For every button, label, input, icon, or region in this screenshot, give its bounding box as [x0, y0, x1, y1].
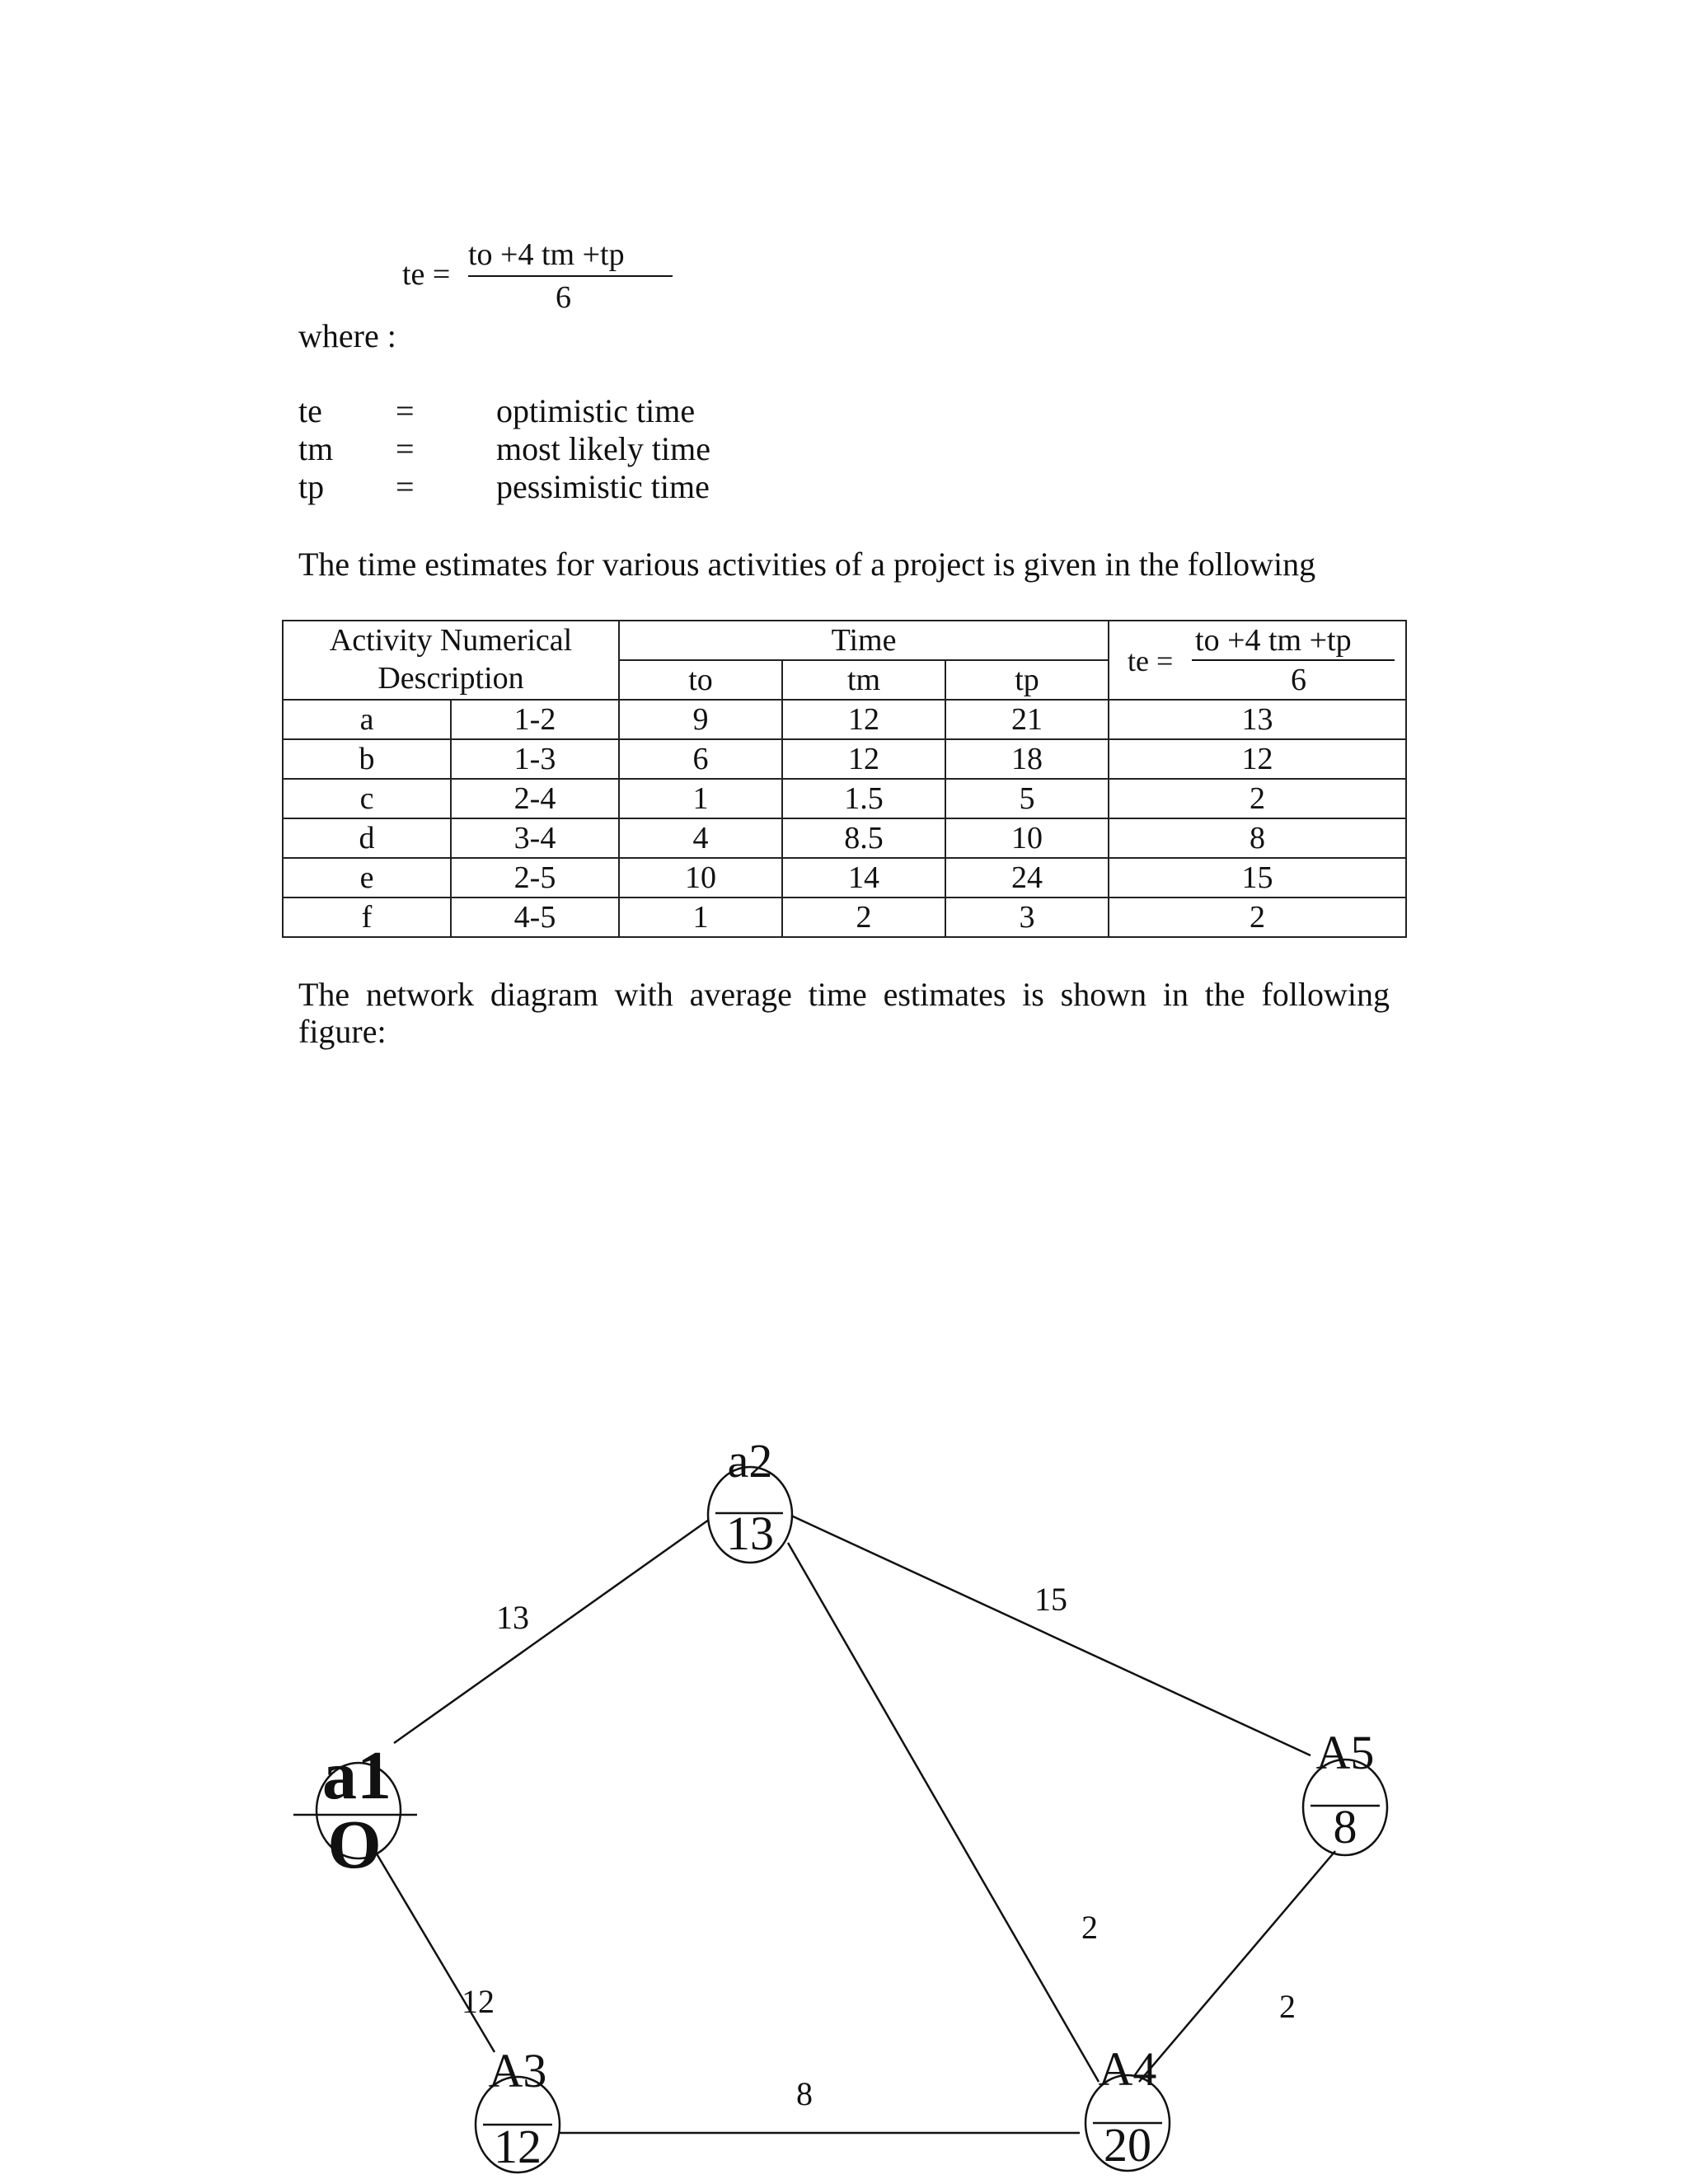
cell-te: 2 [1109, 898, 1406, 937]
network-diagram [0, 1401, 1688, 2184]
header-te-numerator: to +4 tm +tp [1195, 623, 1352, 658]
table-row [283, 898, 1406, 937]
table-row [283, 739, 1406, 779]
cell-tp: 21 [945, 700, 1109, 739]
header-time: Time [619, 621, 1109, 660]
cell-te: 12 [1109, 739, 1406, 779]
edge-label-5-4: 2 [1279, 1988, 1296, 2025]
network-sentence-line2: figure: [298, 1013, 387, 1050]
cell-tm: 8.5 [782, 818, 945, 858]
cell-tm: 2 [782, 898, 945, 937]
node-5-label-bottom: 8 [1333, 1800, 1357, 1854]
def-tm-equals: = [396, 430, 415, 467]
cell-to: 1 [619, 779, 782, 818]
def-tp-desc: pessimistic time [496, 468, 710, 505]
header-tp: tp [945, 660, 1109, 700]
header-activity-line2: Description [377, 661, 524, 696]
cell-activity: d [283, 818, 451, 858]
cell-tm: 14 [782, 858, 945, 898]
table-row [283, 700, 1406, 739]
cell-te: 15 [1109, 858, 1406, 898]
cell-te: 8 [1109, 818, 1406, 858]
node-3-label-bottom: 12 [494, 2120, 542, 2173]
node-1-label-bottom: O [327, 1807, 382, 1883]
def-te-symbol: te [298, 392, 322, 429]
where-label: where : [298, 317, 396, 354]
node-2-label-bottom: 13 [726, 1507, 774, 1560]
cell-tp: 18 [945, 739, 1109, 779]
fraction-bar [468, 275, 673, 277]
header-te-denominator: 6 [1291, 663, 1307, 697]
cell-activity: f [283, 898, 451, 937]
cell-tp: 24 [945, 858, 1109, 898]
cell-activity: c [283, 779, 451, 818]
table-row [283, 818, 1406, 858]
node-1-label-top: a1 [322, 1737, 392, 1814]
node-4-label-top: A4 [1098, 2042, 1157, 2096]
cell-to: 6 [619, 739, 782, 779]
edge-label-2-5: 15 [1034, 1581, 1067, 1618]
cell-to: 1 [619, 898, 782, 937]
network-sentence [298, 975, 1390, 1015]
edge-label-1-2: 13 [496, 1599, 529, 1636]
edge-1-2 [394, 1520, 709, 1743]
cell-activity: a [283, 700, 451, 739]
header-tm: tm [782, 660, 945, 700]
edge-label-3-4: 8 [796, 2075, 813, 2112]
node-3-label-top: A3 [488, 2044, 547, 2097]
node-5-label-top: A5 [1315, 1726, 1375, 1779]
edge-1-3 [375, 1851, 495, 2052]
network-sentence-line1: The network diagram with average time estimates is shown in the following [298, 976, 1390, 1013]
cell-numerical: 1-2 [451, 700, 619, 739]
node-4-label-bottom: 20 [1104, 2118, 1151, 2172]
edge-2-5 [791, 1516, 1311, 1755]
node-2-label-top: a2 [727, 1434, 773, 1488]
edge-label-1-3: 12 [462, 1983, 495, 2020]
te-formula-lhs: te = [402, 257, 451, 292]
te-formula-denominator: 6 [556, 280, 571, 315]
te-formula [402, 239, 682, 313]
cell-tp: 3 [945, 898, 1109, 937]
activity-time-table [282, 620, 1407, 938]
fraction-bar [1192, 659, 1395, 661]
table-row [283, 858, 1406, 898]
header-te-lhs: te = [1128, 644, 1174, 677]
def-tm-desc: most likely time [496, 430, 710, 467]
table-row [283, 779, 1406, 818]
cell-te: 13 [1109, 700, 1406, 739]
cell-tm: 1.5 [782, 779, 945, 818]
edge-2-4 [788, 1543, 1099, 2082]
header-te-formula [1109, 621, 1406, 700]
cell-tm: 12 [782, 739, 945, 779]
cell-to: 4 [619, 818, 782, 858]
te-formula-numerator: to +4 tm +tp [468, 237, 625, 272]
edge-label-2-4: 2 [1081, 1909, 1098, 1946]
def-te-equals: = [396, 392, 415, 429]
cell-te: 2 [1109, 779, 1406, 818]
cell-numerical: 3-4 [451, 818, 619, 858]
def-tm-symbol: tm [298, 430, 334, 467]
cell-to: 10 [619, 858, 782, 898]
header-activity [283, 621, 619, 700]
header-to: to [619, 660, 782, 700]
cell-numerical: 2-4 [451, 779, 619, 818]
cell-tp: 5 [945, 779, 1109, 818]
cell-tp: 10 [945, 818, 1109, 858]
cell-activity: e [283, 858, 451, 898]
header-activity-line1: Activity Numerical [329, 623, 573, 658]
cell-activity: b [283, 739, 451, 779]
def-te-desc: optimistic time [496, 392, 696, 429]
intro-sentence: The time estimates for various activities of a project is given in the following [298, 546, 1316, 583]
cell-to: 9 [619, 700, 782, 739]
cell-numerical: 1-3 [451, 739, 619, 779]
cell-tm: 12 [782, 700, 945, 739]
edge-5-4 [1139, 1851, 1335, 2082]
cell-numerical: 4-5 [451, 898, 619, 937]
cell-numerical: 2-5 [451, 858, 619, 898]
def-tp-symbol: tp [298, 468, 325, 505]
def-tp-equals: = [396, 468, 415, 505]
